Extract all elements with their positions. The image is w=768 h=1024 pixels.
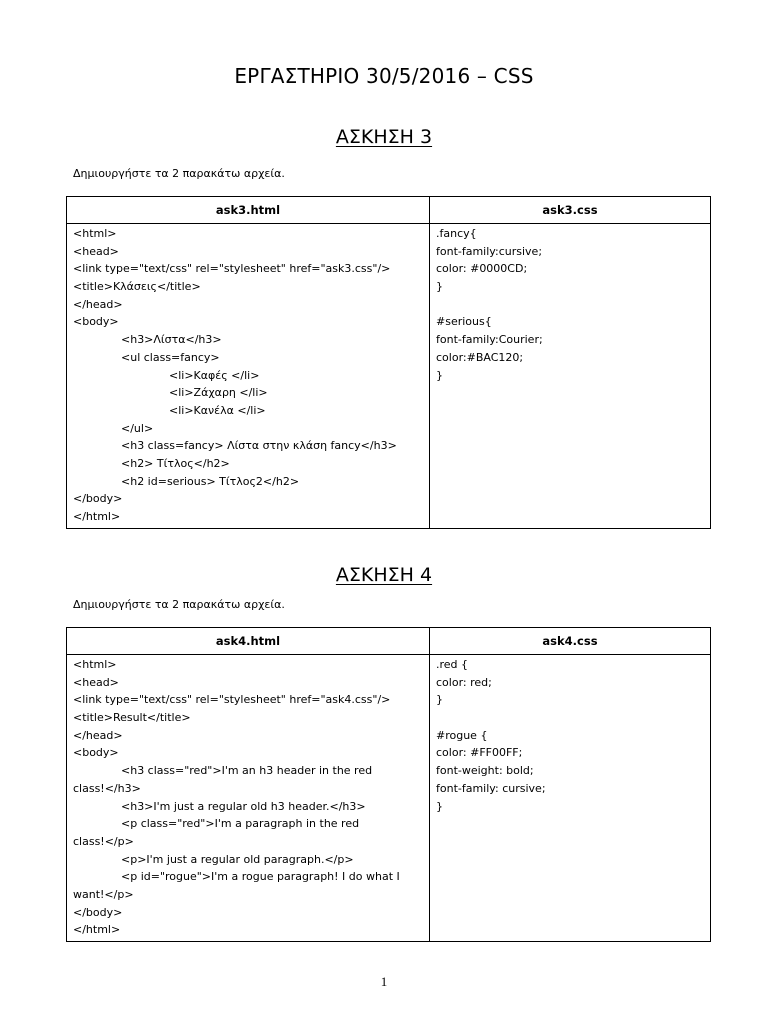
page-number: 1 [380,974,388,989]
code-line: class!</p> [73,834,134,848]
code-line: <body> [73,746,119,760]
code-line: } [436,693,443,707]
exercise-4-code-table [66,627,711,942]
code-line: <link type="text/css" rel="stylesheet" href="ask3.css"/> [73,262,391,276]
code-line: font-weight: bold; [436,764,534,778]
code-line: <h3 class=fancy> Λίστα στην κλάση fancy</h3> [121,439,397,453]
code-line: #rogue { [436,728,488,742]
code-line: #serious{ [436,315,492,329]
code-line: } [436,368,443,382]
code-line: color:#BAC120; [436,350,524,364]
code-line: <title>Κλάσεις</title> [73,280,201,294]
code-line: <html> [73,658,117,671]
code-line: </body> [73,492,123,506]
code-line: <title>Result</title> [73,711,191,725]
exercise-3-html-code [67,224,430,529]
exercise-3-heading-text: ΑΣΚΗΣΗ 3 [335,126,433,148]
code-line: <h3 class="red">I'm an h3 header in the red [121,764,373,778]
code-line [436,296,704,314]
code-line: <ul class=fancy> [121,350,220,364]
code-line [436,709,704,727]
code-line: color: red; [436,675,492,689]
exercise-3-html-header: ask3.html [67,197,430,224]
exercise-4-css-code [430,655,711,942]
code-line: </ul> [121,421,154,435]
code-line: <p>I'm just a regular old paragraph.</p> [121,852,354,866]
exercise-3-intro: Δημιουργήστε τα 2 παρακάτω αρχεία. [73,167,285,180]
code-line: } [436,280,443,294]
code-line: color: #FF00FF; [436,746,523,760]
code-line: <link type="text/css" rel="stylesheet" href="ask4.css"/> [73,693,391,707]
code-line: <h3>I'm just a regular old h3 header.</h3> [121,799,366,813]
exercise-4-intro: Δημιουργήστε τα 2 παρακάτω αρχεία. [73,598,285,611]
code-line: } [436,799,443,813]
code-line: </body> [73,905,123,919]
exercise-4-css-header: ask4.css [430,628,711,655]
code-line: <head> [73,244,119,258]
code-line: <li>Καφές </li> [169,368,260,382]
code-line: <li>Κανέλα </li> [169,403,266,417]
code-line: <h3>Λίστα</h3> [121,333,222,347]
code-line: font-family:cursive; [436,244,543,258]
code-line: font-family:Courier; [436,333,543,347]
code-line: <p id="rogue">I'm a rogue paragraph! I do what I [121,870,400,884]
exercise-3-heading [0,124,768,150]
code-line: class!</h3> [73,781,141,795]
code-line: <p class="red">I'm a paragraph in the red [121,817,360,831]
code-line: color: #0000CD; [436,262,528,276]
exercise-4-heading-text: ΑΣΚΗΣΗ 4 [335,564,433,586]
code-line: .fancy{ [436,227,477,240]
code-line: </html> [73,510,121,523]
page-title: ΕΡΓΑΣΤΗΡΙΟ 30/5/2016 – CSS [234,64,534,88]
code-line: <body> [73,315,119,329]
code-line: .red { [436,658,469,671]
code-line: </head> [73,728,123,742]
exercise-3-css-header: ask3.css [430,197,711,224]
code-line: <head> [73,675,119,689]
code-line: <li>Ζάχαρη </li> [169,386,268,400]
code-line: </head> [73,297,123,311]
code-line: font-family: cursive; [436,781,546,795]
code-line: </html> [73,923,121,937]
exercise-3-code-table [66,196,711,529]
code-line: <h2 id=serious> Τίτλος2</h2> [121,474,300,488]
code-line: <h2> Τίτλος</h2> [121,456,230,470]
code-line: want!</p> [73,887,134,901]
code-line: <html> [73,227,117,240]
exercise-3-css-code [430,224,711,529]
exercise-4-html-header: ask4.html [67,628,430,655]
exercise-4-heading [0,562,768,588]
exercise-4-html-code [67,655,430,942]
